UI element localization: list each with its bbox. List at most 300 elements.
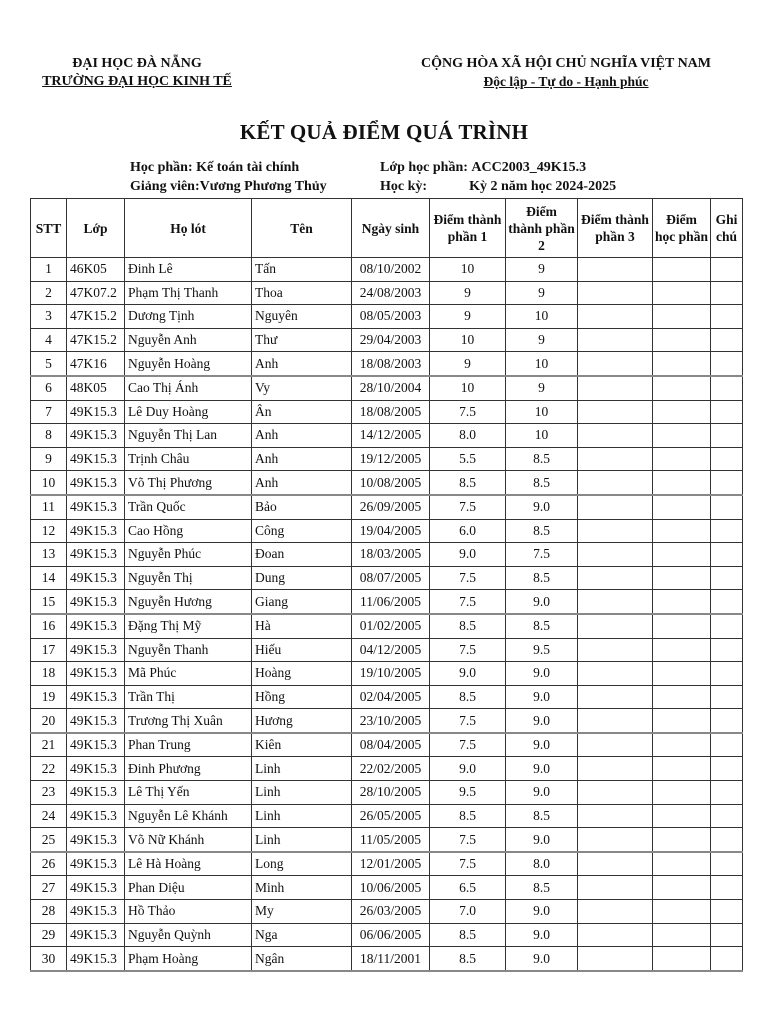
cell-score-1: 7.0 xyxy=(430,900,506,924)
cell-note xyxy=(711,947,743,971)
cell-course-score xyxy=(653,947,711,971)
cell-given-name: Anh xyxy=(252,447,352,471)
cell-score-3 xyxy=(578,733,653,757)
cell-class: 49K15.3 xyxy=(67,876,125,900)
cell-score-1: 7.5 xyxy=(430,400,506,424)
table-row xyxy=(31,400,743,424)
cell-birthdate: 28/10/2004 xyxy=(352,376,430,400)
cell-class: 49K15.3 xyxy=(67,495,125,519)
cell-score-1: 5.5 xyxy=(430,447,506,471)
cell-given-name: Linh xyxy=(252,828,352,852)
cell-class: 46K05 xyxy=(67,258,125,282)
cell-given-name: Hiếu xyxy=(252,638,352,662)
table-row xyxy=(31,495,743,519)
cell-surname: Đinh Phương xyxy=(125,757,252,781)
cell-course-score xyxy=(653,923,711,947)
cell-given-name: Ân xyxy=(252,400,352,424)
cell-surname: Nguyễn Phúc xyxy=(125,543,252,567)
cell-score-1: 8.5 xyxy=(430,471,506,495)
col-header-course-score: Điểm học phần xyxy=(653,199,711,258)
cell-stt: 7 xyxy=(31,400,67,424)
table-row xyxy=(31,566,743,590)
cell-score-1: 6.0 xyxy=(430,519,506,543)
cell-surname: Nguyễn Hoàng xyxy=(125,352,252,376)
cell-stt: 3 xyxy=(31,305,67,329)
table-row xyxy=(31,328,743,352)
cell-score-3 xyxy=(578,876,653,900)
cell-stt: 29 xyxy=(31,923,67,947)
table-row xyxy=(31,923,743,947)
cell-given-name: Ngân xyxy=(252,947,352,971)
cell-score-1: 10 xyxy=(430,376,506,400)
cell-class: 49K15.3 xyxy=(67,400,125,424)
cell-stt: 12 xyxy=(31,519,67,543)
table-row xyxy=(31,519,743,543)
cell-score-2: 10 xyxy=(506,352,578,376)
cell-note xyxy=(711,590,743,614)
cell-course-score xyxy=(653,424,711,448)
cell-score-3 xyxy=(578,757,653,781)
cell-note xyxy=(711,305,743,329)
cell-stt: 30 xyxy=(31,947,67,971)
cell-surname: Trương Thị Xuân xyxy=(125,709,252,733)
cell-score-3 xyxy=(578,566,653,590)
cell-birthdate: 10/08/2005 xyxy=(352,471,430,495)
table-row xyxy=(31,305,743,329)
cell-birthdate: 18/03/2005 xyxy=(352,543,430,567)
document-title: KẾT QUẢ ĐIỂM QUÁ TRÌNH xyxy=(239,120,529,144)
cell-stt: 14 xyxy=(31,566,67,590)
cell-surname: Nguyễn Anh xyxy=(125,328,252,352)
cell-score-2: 10 xyxy=(506,400,578,424)
table-body xyxy=(31,258,743,971)
cell-course-score xyxy=(653,804,711,828)
cell-score-3 xyxy=(578,828,653,852)
cell-class: 49K15.3 xyxy=(67,781,125,805)
cell-birthdate: 06/06/2005 xyxy=(352,923,430,947)
cell-class: 47K16 xyxy=(67,352,125,376)
cell-birthdate: 19/10/2005 xyxy=(352,662,430,686)
cell-note xyxy=(711,352,743,376)
cell-score-1: 10 xyxy=(430,258,506,282)
cell-score-3 xyxy=(578,258,653,282)
cell-birthdate: 04/12/2005 xyxy=(352,638,430,662)
cell-surname: Trần Quốc xyxy=(125,495,252,519)
cell-score-2: 10 xyxy=(506,305,578,329)
cell-course-score xyxy=(653,566,711,590)
cell-score-1: 8.5 xyxy=(430,614,506,638)
table-row xyxy=(31,852,743,876)
cell-note xyxy=(711,566,743,590)
cell-birthdate: 19/04/2005 xyxy=(352,519,430,543)
cell-course-score xyxy=(653,376,711,400)
cell-birthdate: 26/09/2005 xyxy=(352,495,430,519)
cell-score-3 xyxy=(578,447,653,471)
cell-class: 49K15.3 xyxy=(67,519,125,543)
cell-note xyxy=(711,733,743,757)
cell-surname: Nguyễn Thị Lan xyxy=(125,424,252,448)
cell-score-2: 9.0 xyxy=(506,495,578,519)
cell-course-score xyxy=(653,876,711,900)
cell-score-2: 10 xyxy=(506,424,578,448)
cell-given-name: Thoa xyxy=(252,281,352,305)
cell-score-1: 10 xyxy=(430,328,506,352)
cell-birthdate: 08/10/2002 xyxy=(352,258,430,282)
university-name: ĐẠI HỌC ĐÀ NẴNG xyxy=(72,56,202,71)
cell-class: 49K15.3 xyxy=(67,900,125,924)
cell-stt: 23 xyxy=(31,781,67,805)
cell-given-name: Linh xyxy=(252,781,352,805)
cell-given-name: Kiên xyxy=(252,733,352,757)
grades-table xyxy=(30,198,743,972)
col-header-birthdate: Ngày sinh xyxy=(352,199,430,258)
cell-course-score xyxy=(653,900,711,924)
cell-score-2: 9.5 xyxy=(506,638,578,662)
cell-class: 49K15.3 xyxy=(67,947,125,971)
cell-given-name: Long xyxy=(252,852,352,876)
cell-class: 49K15.3 xyxy=(67,923,125,947)
cell-given-name: Linh xyxy=(252,804,352,828)
country-name: CỘNG HÒA XÃ HỘI CHỦ NGHĨA VIỆT NAM xyxy=(420,56,711,71)
cell-stt: 17 xyxy=(31,638,67,662)
cell-note xyxy=(711,471,743,495)
cell-stt: 6 xyxy=(31,376,67,400)
cell-note xyxy=(711,281,743,305)
cell-score-1: 8.5 xyxy=(430,685,506,709)
cell-score-1: 7.5 xyxy=(430,495,506,519)
cell-score-3 xyxy=(578,638,653,662)
cell-score-2: 7.5 xyxy=(506,543,578,567)
cell-note xyxy=(711,685,743,709)
cell-score-3 xyxy=(578,590,653,614)
cell-note xyxy=(711,709,743,733)
cell-stt: 19 xyxy=(31,685,67,709)
cell-note xyxy=(711,804,743,828)
cell-surname: Lê Thị Yến xyxy=(125,781,252,805)
cell-stt: 28 xyxy=(31,900,67,924)
cell-score-1: 7.5 xyxy=(430,709,506,733)
cell-score-2: 9.0 xyxy=(506,781,578,805)
cell-score-1: 9.5 xyxy=(430,781,506,805)
cell-course-score xyxy=(653,685,711,709)
table-row xyxy=(31,804,743,828)
cell-note xyxy=(711,900,743,924)
cell-score-3 xyxy=(578,305,653,329)
cell-birthdate: 26/03/2005 xyxy=(352,900,430,924)
table-row xyxy=(31,709,743,733)
cell-birthdate: 02/04/2005 xyxy=(352,685,430,709)
table-row xyxy=(31,662,743,686)
cell-score-2: 8.5 xyxy=(506,614,578,638)
table-row xyxy=(31,258,743,282)
cell-course-score xyxy=(653,543,711,567)
cell-birthdate: 12/01/2005 xyxy=(352,852,430,876)
term-label: Học kỳ: xyxy=(380,179,428,194)
table-header-row xyxy=(31,199,743,258)
cell-score-1: 7.5 xyxy=(430,828,506,852)
table-row xyxy=(31,590,743,614)
cell-score-1: 9.0 xyxy=(430,662,506,686)
table-row xyxy=(31,471,743,495)
cell-score-3 xyxy=(578,519,653,543)
cell-note xyxy=(711,376,743,400)
cell-score-2: 9.0 xyxy=(506,709,578,733)
cell-score-2: 9.0 xyxy=(506,685,578,709)
cell-given-name: Minh xyxy=(252,876,352,900)
cell-score-1: 8.5 xyxy=(430,923,506,947)
cell-given-name: Thư xyxy=(252,328,352,352)
table-row xyxy=(31,638,743,662)
cell-class: 47K07.2 xyxy=(67,281,125,305)
cell-given-name: Anh xyxy=(252,352,352,376)
cell-note xyxy=(711,424,743,448)
cell-score-2: 8.5 xyxy=(506,876,578,900)
cell-score-3 xyxy=(578,328,653,352)
cell-surname: Nguyễn Thanh xyxy=(125,638,252,662)
cell-given-name: My xyxy=(252,900,352,924)
cell-given-name: Bảo xyxy=(252,495,352,519)
cell-surname: Đinh Lê xyxy=(125,258,252,282)
course-label: Học phần: xyxy=(130,160,193,175)
col-header-surname: Họ lót xyxy=(125,199,252,258)
cell-surname: Nguyễn Lê Khánh xyxy=(125,804,252,828)
cell-surname: Nguyễn Thị xyxy=(125,566,252,590)
class-value: ACC2003_49K15.3 xyxy=(471,160,587,175)
cell-stt: 11 xyxy=(31,495,67,519)
cell-birthdate: 08/07/2005 xyxy=(352,566,430,590)
cell-class: 49K15.3 xyxy=(67,590,125,614)
cell-given-name: Nga xyxy=(252,923,352,947)
cell-score-3 xyxy=(578,662,653,686)
cell-surname: Đặng Thị Mỹ xyxy=(125,614,252,638)
cell-score-2: 9.0 xyxy=(506,733,578,757)
cell-stt: 5 xyxy=(31,352,67,376)
col-header-class: Lớp xyxy=(67,199,125,258)
cell-birthdate: 26/05/2005 xyxy=(352,804,430,828)
cell-given-name: Hà xyxy=(252,614,352,638)
cell-score-2: 9.0 xyxy=(506,947,578,971)
cell-class: 47K15.2 xyxy=(67,328,125,352)
cell-class: 49K15.3 xyxy=(67,804,125,828)
cell-birthdate: 29/04/2003 xyxy=(352,328,430,352)
cell-course-score xyxy=(653,709,711,733)
cell-stt: 25 xyxy=(31,828,67,852)
cell-surname: Phan Trung xyxy=(125,733,252,757)
cell-course-score xyxy=(653,638,711,662)
table-row xyxy=(31,757,743,781)
cell-score-1: 8.5 xyxy=(430,804,506,828)
cell-score-2: 8.0 xyxy=(506,852,578,876)
cell-course-score xyxy=(653,400,711,424)
cell-score-2: 8.5 xyxy=(506,519,578,543)
cell-score-2: 8.5 xyxy=(506,447,578,471)
cell-score-2: 9.0 xyxy=(506,662,578,686)
cell-score-1: 9 xyxy=(430,352,506,376)
cell-course-score xyxy=(653,447,711,471)
cell-given-name: Linh xyxy=(252,757,352,781)
cell-stt: 4 xyxy=(31,328,67,352)
cell-note xyxy=(711,923,743,947)
table-row xyxy=(31,876,743,900)
cell-score-3 xyxy=(578,900,653,924)
cell-given-name: Vy xyxy=(252,376,352,400)
cell-score-2: 8.5 xyxy=(506,804,578,828)
cell-given-name: Tấn xyxy=(252,258,352,282)
cell-course-score xyxy=(653,258,711,282)
class-label: Lớp học phần: xyxy=(380,160,468,175)
cell-birthdate: 01/02/2005 xyxy=(352,614,430,638)
cell-score-2: 9.0 xyxy=(506,757,578,781)
cell-surname: Cao Thị Ánh xyxy=(125,376,252,400)
table-row xyxy=(31,447,743,471)
table-row xyxy=(31,424,743,448)
cell-stt: 15 xyxy=(31,590,67,614)
cell-surname: Võ Thị Phương xyxy=(125,471,252,495)
table-row xyxy=(31,281,743,305)
cell-score-1: 7.5 xyxy=(430,638,506,662)
cell-score-2: 9 xyxy=(506,376,578,400)
cell-given-name: Hồng xyxy=(252,685,352,709)
cell-birthdate: 14/12/2005 xyxy=(352,424,430,448)
cell-course-score xyxy=(653,519,711,543)
table-row xyxy=(31,733,743,757)
cell-birthdate: 23/10/2005 xyxy=(352,709,430,733)
lecturer-value: Vương Phương Thủy xyxy=(199,179,327,194)
cell-birthdate: 10/06/2005 xyxy=(352,876,430,900)
cell-score-2: 9.0 xyxy=(506,900,578,924)
table-row xyxy=(31,614,743,638)
cell-stt: 16 xyxy=(31,614,67,638)
cell-stt: 20 xyxy=(31,709,67,733)
cell-course-score xyxy=(653,471,711,495)
cell-given-name: Đoan xyxy=(252,543,352,567)
col-header-given-name: Tên xyxy=(252,199,352,258)
table-row xyxy=(31,900,743,924)
cell-note xyxy=(711,828,743,852)
cell-class: 49K15.3 xyxy=(67,852,125,876)
table-row xyxy=(31,781,743,805)
cell-note xyxy=(711,781,743,805)
cell-surname: Lê Hà Hoàng xyxy=(125,852,252,876)
cell-given-name: Dung xyxy=(252,566,352,590)
cell-score-1: 7.5 xyxy=(430,733,506,757)
cell-surname: Trần Thị xyxy=(125,685,252,709)
cell-class: 49K15.3 xyxy=(67,733,125,757)
cell-course-score xyxy=(653,662,711,686)
national-header xyxy=(400,55,732,91)
cell-score-3 xyxy=(578,781,653,805)
cell-score-3 xyxy=(578,495,653,519)
cell-score-2: 8.5 xyxy=(506,471,578,495)
cell-stt: 1 xyxy=(31,258,67,282)
table-row xyxy=(31,947,743,971)
cell-course-score xyxy=(653,352,711,376)
cell-surname: Phạm Hoàng xyxy=(125,947,252,971)
cell-course-score xyxy=(653,281,711,305)
cell-surname: Nguyễn Quỳnh xyxy=(125,923,252,947)
cell-birthdate: 08/04/2005 xyxy=(352,733,430,757)
cell-score-3 xyxy=(578,804,653,828)
cell-stt: 10 xyxy=(31,471,67,495)
cell-stt: 13 xyxy=(31,543,67,567)
cell-surname: Phan Diệu xyxy=(125,876,252,900)
cell-course-score xyxy=(653,305,711,329)
cell-note xyxy=(711,543,743,567)
cell-class: 49K15.3 xyxy=(67,638,125,662)
cell-score-2: 9.0 xyxy=(506,590,578,614)
table-row xyxy=(31,352,743,376)
cell-stt: 9 xyxy=(31,447,67,471)
cell-note xyxy=(711,258,743,282)
term-value: Kỳ 2 năm học 2024-2025 xyxy=(469,179,617,194)
cell-score-3 xyxy=(578,376,653,400)
cell-score-1: 7.5 xyxy=(430,566,506,590)
cell-score-3 xyxy=(578,400,653,424)
cell-note xyxy=(711,662,743,686)
cell-class: 49K15.3 xyxy=(67,614,125,638)
cell-class: 49K15.3 xyxy=(67,447,125,471)
cell-birthdate: 11/06/2005 xyxy=(352,590,430,614)
col-header-score-2: Điểm thành phần 2 xyxy=(506,199,578,258)
cell-stt: 2 xyxy=(31,281,67,305)
cell-score-2: 9 xyxy=(506,258,578,282)
cell-course-score xyxy=(653,590,711,614)
cell-surname: Cao Hồng xyxy=(125,519,252,543)
cell-birthdate: 22/02/2005 xyxy=(352,757,430,781)
col-header-score-3: Điểm thành phần 3 xyxy=(578,199,653,258)
cell-score-3 xyxy=(578,709,653,733)
cell-note xyxy=(711,852,743,876)
cell-birthdate: 18/08/2005 xyxy=(352,400,430,424)
cell-stt: 8 xyxy=(31,424,67,448)
cell-class: 49K15.3 xyxy=(67,662,125,686)
cell-stt: 24 xyxy=(31,804,67,828)
cell-score-1: 8.5 xyxy=(430,947,506,971)
cell-score-2: 9 xyxy=(506,328,578,352)
cell-class: 49K15.3 xyxy=(67,828,125,852)
cell-score-3 xyxy=(578,471,653,495)
cell-class: 49K15.3 xyxy=(67,685,125,709)
cell-class: 47K15.2 xyxy=(67,305,125,329)
cell-score-3 xyxy=(578,281,653,305)
cell-surname: Hồ Thảo xyxy=(125,900,252,924)
cell-class: 49K15.3 xyxy=(67,424,125,448)
cell-score-1: 9.0 xyxy=(430,543,506,567)
cell-score-1: 9.0 xyxy=(430,757,506,781)
cell-note xyxy=(711,495,743,519)
cell-given-name: Hoàng xyxy=(252,662,352,686)
cell-class: 49K15.3 xyxy=(67,543,125,567)
cell-note xyxy=(711,400,743,424)
cell-given-name: Nguyên xyxy=(252,305,352,329)
cell-class: 49K15.3 xyxy=(67,757,125,781)
cell-stt: 26 xyxy=(31,852,67,876)
cell-stt: 22 xyxy=(31,757,67,781)
cell-surname: Trịnh Châu xyxy=(125,447,252,471)
table-row xyxy=(31,685,743,709)
cell-score-3 xyxy=(578,614,653,638)
cell-score-2: 9 xyxy=(506,281,578,305)
cell-score-3 xyxy=(578,947,653,971)
cell-surname: Phạm Thị Thanh xyxy=(125,281,252,305)
cell-birthdate: 24/08/2003 xyxy=(352,281,430,305)
lecturer-info xyxy=(130,178,327,196)
cell-surname: Mã Phúc xyxy=(125,662,252,686)
cell-course-score xyxy=(653,495,711,519)
cell-course-score xyxy=(653,614,711,638)
cell-course-score xyxy=(653,852,711,876)
table-row xyxy=(31,543,743,567)
